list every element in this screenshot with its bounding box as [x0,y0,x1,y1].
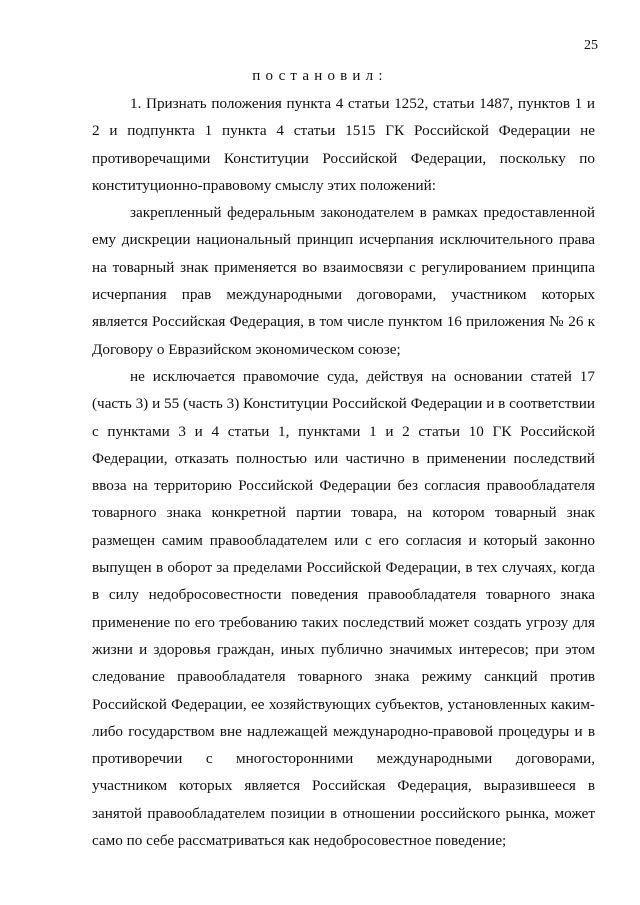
resolution-heading: постановил: [252,68,388,84]
paragraph-exhaustion-principle: закрепленный федеральным законодателем в рамках предоставленной ему дискреции национальный принцип исчерпания исключительного права на товарный знак применяется во взаимосвязи с регулированием принципа исчерпания прав международными договорами, участником которых является Российская Федерация, в том числе пунктом 16 приложения № 26 к Договору о Евразийском экономическом союзе; [92,204,595,358]
paragraph-resolution-item-1: 1. Признать положения пункта 4 статьи 1252, статьи 1487, пунктов 1 и 2 и подпункта 1 пункта 4 статьи 1515 ГК Российской Федерации не противоречащими Конституции Российской Федерации, поскольку по конституционно-правовому смыслу этих положений: [92,95,595,194]
document-body [92,90,595,854]
page-number: 25 [584,38,598,53]
paragraph-court-authority: не исключается правомочие суда, действуя на основании статей 17 (часть 3) и 55 (часть 3) Конституции Российской Федерации и в соответствии с пунктами 3 и 4 статьи 1, пунктами 1 и 2 статьи 10 ГК Российской Федерации, отказать полностью или частично в применении последствий ввоза на территорию Российской Федерации без согласия правообладателя товарного знака конкретной партии товара, на котором товарный знак размещен самим правообладателем или с его согласия и который законно выпущен в оборот за пределами Российской Федерации, в тех случаях, когда в силу недобросовестности поведения правообладателя товарного знака применение по его требованию таких последствий может создать угрозу для жизни и здоровья граждан, иных публично значимых интересов; при этом следование правообладателя товарного знака режиму санкций против Российской Федерации, ее хозяйствующих субъектов, установленных каким-либо государством вне надлежащей международно-правовой процедуры и в противоречии с многосторонними международными договорами, участником которых является Российская Федерация, выразившееся в занятой правообладателем позиции в отношении российского рынка, может само по себе рассматриваться как недобросовестное поведение; [92,367,595,850]
